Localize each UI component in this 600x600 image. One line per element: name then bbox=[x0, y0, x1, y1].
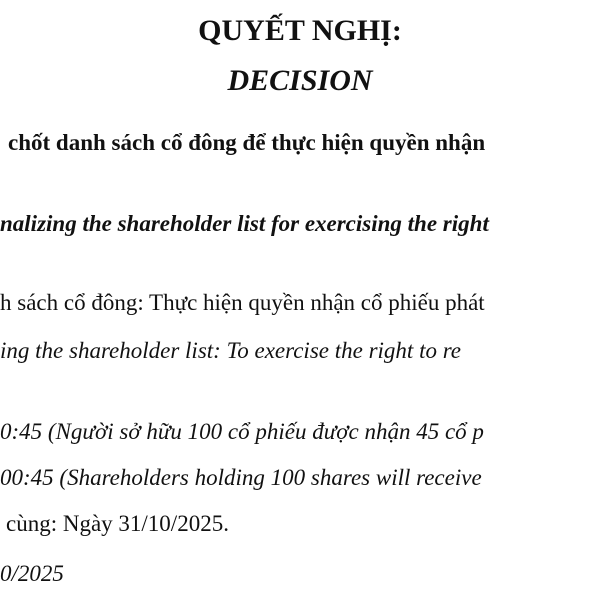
list-purpose-line-vi: h sách cổ đông: Thực hiện quyền nhận cổ phiếu phát bbox=[0, 290, 485, 315]
document-subtitle: DECISION bbox=[227, 64, 373, 97]
document-title: QUYẾT NGHỊ: bbox=[198, 14, 402, 47]
ratio-line-vi: 0:45 (Người sở hữu 100 cổ phiếu được nhận 45 cổ p bbox=[0, 419, 484, 444]
decision-line-en: nalizing the shareholder list for exercising the right bbox=[0, 211, 489, 236]
decision-line-vi: chốt danh sách cổ đông để thực hiện quyền nhận bbox=[8, 130, 486, 155]
record-date-line-en: 0/2025 bbox=[0, 561, 64, 586]
ratio-line-en: 00:45 (Shareholders holding 100 shares will receive bbox=[0, 465, 482, 490]
list-purpose-line-en: ing the shareholder list: To exercise the right to re bbox=[0, 338, 462, 363]
record-date-line-vi: cùng: Ngày 31/10/2025. bbox=[6, 511, 229, 536]
